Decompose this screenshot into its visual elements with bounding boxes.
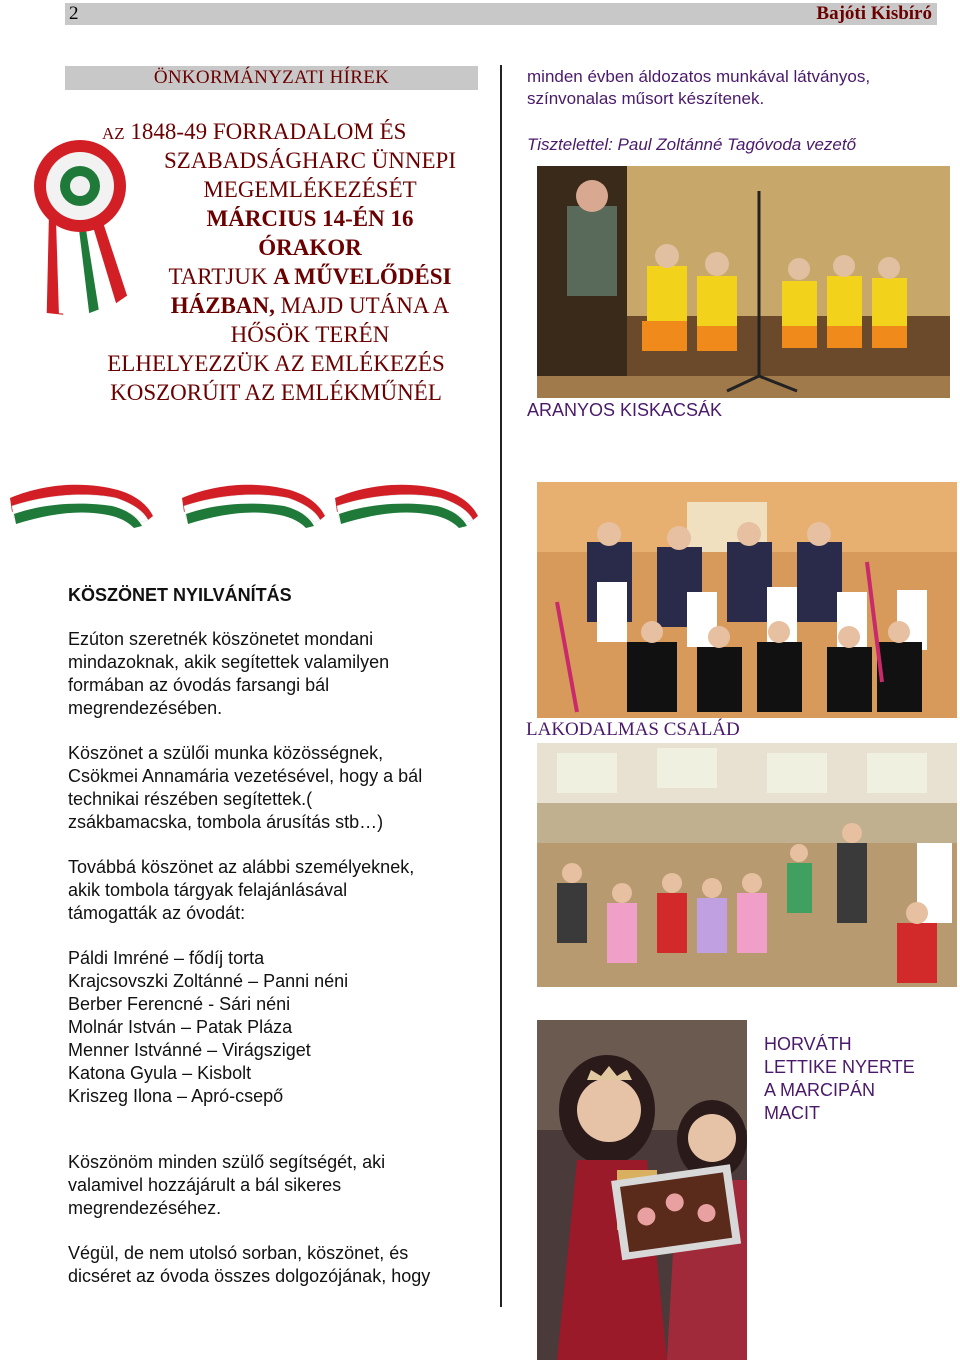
photo-girl-with-cake (537, 1020, 747, 1360)
donor-item: Menner Istvánné – Virágsziget (68, 1040, 311, 1060)
donor-item: Krajcsovszki Zoltánné – Panni néni (68, 971, 349, 991)
announcement-line: AZ 1848-49 FORRADALOM ÉS (102, 119, 407, 144)
announcement-line: MÁRCIUS 14-ÉN 16 (206, 206, 414, 231)
announcement-line: KOSZORÚIT AZ EMLÉKMŰNÉL (110, 380, 442, 405)
donor-item: Molnár István – Patak Pláza (68, 1017, 293, 1037)
photo-caption: ARANYOS KISKACSÁK (527, 400, 723, 420)
thanks-title: KÖSZÖNET NYILVÁNÍTÁS (68, 585, 292, 605)
announcement-line: HŐSÖK TERÉN (230, 322, 390, 347)
announcement-line: HÁZBAN, MAJD UTÁNA A (170, 293, 450, 318)
announcement-line: ÓRAKOR (258, 235, 362, 260)
header-bar (65, 3, 937, 25)
announcement-line: SZABADSÁGHARC ÜNNEPI (163, 148, 456, 173)
ribbon-icon (10, 485, 153, 528)
donor-list (68, 947, 348, 1108)
announcement-line: TARTJUK A MŰVELŐDÉSI (168, 264, 452, 289)
column-divider (500, 65, 502, 1307)
donor-item: Katona Gyula – Kisbolt (68, 1063, 252, 1083)
thanks-paragraph: Köszönet a szülői munka közösségnek, Csökmei Annamária vezetésével, hogy a bál technikai részében segítettek.( zsákbamacska, tombola árusítás stb…) (68, 743, 423, 832)
intro-text: minden évben áldozatos munkával látványos, színvonalas műsort készítenek. (527, 67, 871, 108)
donor-item: Berber Ferencné - Sári néni (68, 994, 291, 1014)
photo-carnival-hall (537, 743, 957, 987)
cockade-icon (28, 118, 128, 318)
photo-wedding-family (537, 482, 957, 718)
photo-ducklings (537, 166, 950, 398)
photo-caption: LAKODALMAS CSALÁD (526, 719, 740, 740)
announcement-line: MEGEMLÉKEZÉSÉT (203, 177, 417, 202)
donor-item: Páldi Imréné – fődíj torta (68, 948, 265, 968)
publication-title: Bajóti Kisbíró (816, 3, 932, 24)
thanks-paragraph: Továbbá köszönet az alábbi személyeknek, akik tombola tárgyak felajánlásával támogatták az óvodát: (68, 857, 415, 923)
ribbon-decoration (8, 476, 480, 530)
donor-item: Kriszeg Ilona – Apró-csepő (68, 1086, 284, 1106)
section-title: ÖNKORMÁNYZATI HÍREK (153, 67, 390, 88)
photo-caption: HORVÁTH LETTIKE NYERTE A MARCIPÁN MACIT (764, 1034, 915, 1123)
announcement-line: ELHELYEZZÜK AZ EMLÉKEZÉS (107, 351, 445, 376)
thanks-paragraph: Végül, de nem utolsó sorban, köszönet, és dicséret az óvoda összes dolgozójának, hogy (68, 1243, 431, 1286)
page-number: 2 (69, 3, 79, 24)
thanks-paragraph: Köszönöm minden szülő segítségét, aki valamivel hozzájárult a bál sikeres megrendezéséhez. (68, 1152, 386, 1218)
signature: Tisztelettel: Paul Zoltánné Tagóvoda vezető (527, 135, 857, 154)
thanks-paragraph: Ezúton szeretnék köszönetet mondani mindazoknak, akik segítettek valamilyen formában az óvodás farsangi bál megrendezésében. (68, 629, 390, 718)
